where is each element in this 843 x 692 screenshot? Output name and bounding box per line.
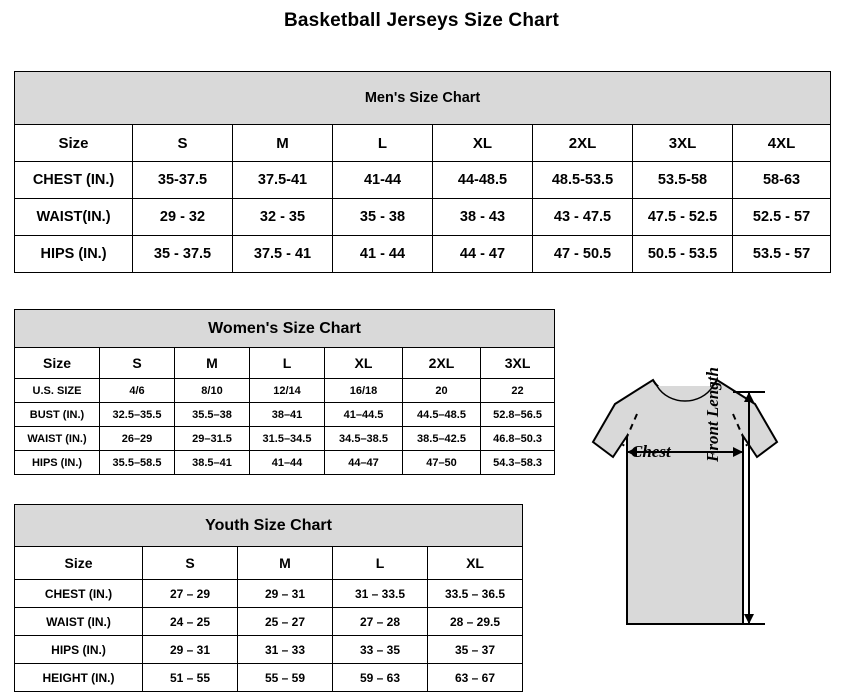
womens-hips-2xl: 47–50 <box>403 451 481 475</box>
youth-row-label-hips: HIPS (IN.) <box>15 636 143 664</box>
youth-col-size: Size <box>15 547 143 580</box>
womens-ussize-3xl: 22 <box>481 379 555 403</box>
womens-ussize-2xl: 20 <box>403 379 481 403</box>
womens-waist-xl: 34.5–38.5 <box>325 427 403 451</box>
womens-ussize-l: 12/14 <box>250 379 325 403</box>
youth-size-chart-table <box>14 504 523 692</box>
mens-hips-l: 41 - 44 <box>333 236 433 273</box>
womens-col-s: S <box>100 348 175 379</box>
womens-bust-3xl: 52.8–56.5 <box>481 403 555 427</box>
womens-ussize-m: 8/10 <box>175 379 250 403</box>
womens-chart-title: Women's Size Chart <box>15 310 555 348</box>
womens-waist-s: 26–29 <box>100 427 175 451</box>
womens-bust-2xl: 44.5–48.5 <box>403 403 481 427</box>
mens-col-2xl: 2XL <box>533 125 633 162</box>
mens-chest-4xl: 58-63 <box>733 162 831 199</box>
table-row <box>15 664 523 692</box>
womens-col-2xl: 2XL <box>403 348 481 379</box>
youth-waist-l: 27 – 28 <box>333 608 428 636</box>
front-length-label: Front Length <box>703 367 722 462</box>
page-title: Basketball Jerseys Size Chart <box>283 10 560 31</box>
mens-waist-xl: 38 - 43 <box>433 199 533 236</box>
mens-chest-m: 37.5-41 <box>233 162 333 199</box>
womens-col-3xl: 3XL <box>481 348 555 379</box>
jersey-illustration <box>545 362 835 662</box>
youth-col-xl: XL <box>428 547 523 580</box>
youth-waist-xl: 28 – 29.5 <box>428 608 523 636</box>
womens-waist-3xl: 46.8–50.3 <box>481 427 555 451</box>
table-row <box>15 162 831 199</box>
youth-chest-m: 29 – 31 <box>238 580 333 608</box>
mens-waist-l: 35 - 38 <box>333 199 433 236</box>
mens-hips-m: 37.5 - 41 <box>233 236 333 273</box>
mens-size-chart-table <box>14 71 831 273</box>
youth-height-l: 59 – 63 <box>333 664 428 692</box>
mens-col-m: M <box>233 125 333 162</box>
chest-label: Chest <box>631 442 671 461</box>
womens-ussize-xl: 16/18 <box>325 379 403 403</box>
womens-hips-l: 41–44 <box>250 451 325 475</box>
mens-col-3xl: 3XL <box>633 125 733 162</box>
womens-bust-m: 35.5–38 <box>175 403 250 427</box>
youth-hips-m: 31 – 33 <box>238 636 333 664</box>
table-row <box>15 427 555 451</box>
table-row <box>15 580 523 608</box>
youth-waist-m: 25 – 27 <box>238 608 333 636</box>
front-length-arrow-bottom <box>744 614 754 624</box>
mens-chest-s: 35-37.5 <box>133 162 233 199</box>
womens-row-label-waist: WAIST (IN.) <box>15 427 100 451</box>
mens-waist-4xl: 52.5 - 57 <box>733 199 831 236</box>
table-row <box>15 236 831 273</box>
table-row <box>15 199 831 236</box>
mens-col-l: L <box>333 125 433 162</box>
womens-hips-m: 38.5–41 <box>175 451 250 475</box>
womens-waist-2xl: 38.5–42.5 <box>403 427 481 451</box>
womens-hips-s: 35.5–58.5 <box>100 451 175 475</box>
womens-col-xl: XL <box>325 348 403 379</box>
mens-hips-4xl: 53.5 - 57 <box>733 236 831 273</box>
table-row <box>15 451 555 475</box>
womens-waist-m: 29–31.5 <box>175 427 250 451</box>
mens-waist-3xl: 47.5 - 52.5 <box>633 199 733 236</box>
youth-height-xl: 63 – 67 <box>428 664 523 692</box>
mens-waist-m: 32 - 35 <box>233 199 333 236</box>
table-row <box>15 636 523 664</box>
mens-col-4xl: 4XL <box>733 125 831 162</box>
womens-row-label-hips: HIPS (IN.) <box>15 451 100 475</box>
mens-waist-s: 29 - 32 <box>133 199 233 236</box>
womens-hips-xl: 44–47 <box>325 451 403 475</box>
mens-chart-title-row <box>15 72 831 125</box>
womens-hips-3xl: 54.3–58.3 <box>481 451 555 475</box>
youth-height-m: 55 – 59 <box>238 664 333 692</box>
youth-col-s: S <box>143 547 238 580</box>
mens-chest-3xl: 53.5-58 <box>633 162 733 199</box>
mens-row-label-chest: CHEST (IN.) <box>15 162 133 199</box>
mens-chart-title: Men's Size Chart <box>15 72 831 125</box>
womens-col-size: Size <box>15 348 100 379</box>
mens-waist-2xl: 43 - 47.5 <box>533 199 633 236</box>
youth-col-l: L <box>333 547 428 580</box>
youth-hips-s: 29 – 31 <box>143 636 238 664</box>
womens-waist-l: 31.5–34.5 <box>250 427 325 451</box>
mens-hips-xl: 44 - 47 <box>433 236 533 273</box>
mens-hips-s: 35 - 37.5 <box>133 236 233 273</box>
mens-col-s: S <box>133 125 233 162</box>
youth-hips-xl: 35 – 37 <box>428 636 523 664</box>
youth-height-s: 51 – 55 <box>143 664 238 692</box>
youth-row-label-chest: CHEST (IN.) <box>15 580 143 608</box>
jersey-measurement-diagram <box>545 362 835 682</box>
womens-size-chart-table <box>14 309 555 475</box>
mens-hips-3xl: 50.5 - 53.5 <box>633 236 733 273</box>
youth-chart-title-row <box>15 505 523 547</box>
womens-col-l: L <box>250 348 325 379</box>
womens-chart-title-row <box>15 310 555 348</box>
mens-header-row <box>15 125 831 162</box>
womens-row-label-us-size: U.S. SIZE <box>15 379 100 403</box>
womens-bust-s: 32.5–35.5 <box>100 403 175 427</box>
youth-chart-title: Youth Size Chart <box>15 505 523 547</box>
youth-chest-l: 31 – 33.5 <box>333 580 428 608</box>
youth-col-m: M <box>238 547 333 580</box>
youth-row-label-waist: WAIST (IN.) <box>15 608 143 636</box>
youth-row-label-height: HEIGHT (IN.) <box>15 664 143 692</box>
table-row <box>15 403 555 427</box>
womens-header-row <box>15 348 555 379</box>
womens-col-m: M <box>175 348 250 379</box>
mens-chest-l: 41-44 <box>333 162 433 199</box>
mens-hips-2xl: 47 - 50.5 <box>533 236 633 273</box>
mens-col-size: Size <box>15 125 133 162</box>
mens-row-label-waist: WAIST(IN.) <box>15 199 133 236</box>
womens-bust-l: 38–41 <box>250 403 325 427</box>
womens-bust-xl: 41–44.5 <box>325 403 403 427</box>
youth-chest-xl: 33.5 – 36.5 <box>428 580 523 608</box>
womens-ussize-s: 4/6 <box>100 379 175 403</box>
table-row <box>15 608 523 636</box>
mens-chest-2xl: 48.5-53.5 <box>533 162 633 199</box>
youth-waist-s: 24 – 25 <box>143 608 238 636</box>
youth-header-row <box>15 547 523 580</box>
womens-row-label-bust: BUST (IN.) <box>15 403 100 427</box>
table-row <box>15 379 555 403</box>
mens-col-xl: XL <box>433 125 533 162</box>
mens-chest-xl: 44-48.5 <box>433 162 533 199</box>
mens-row-label-hips: HIPS (IN.) <box>15 236 133 273</box>
youth-chest-s: 27 – 29 <box>143 580 238 608</box>
youth-hips-l: 33 – 35 <box>333 636 428 664</box>
